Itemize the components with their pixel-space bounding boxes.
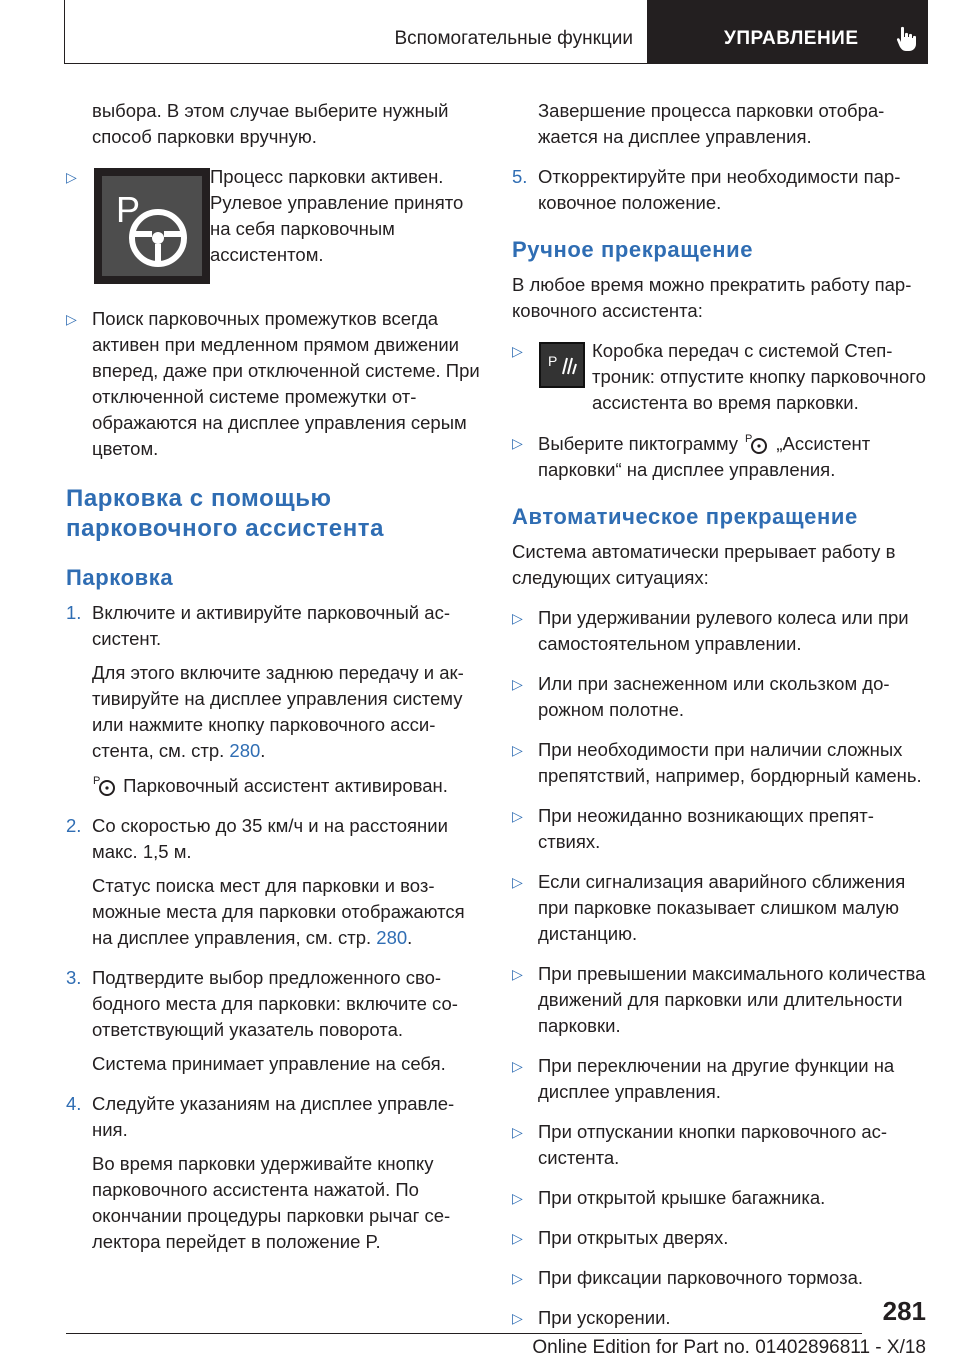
auto-stop-text: Если сигнализация аварийного сближения при парковке показывает слишком малую дистанцию. xyxy=(538,871,906,944)
edition-footer: Online Edition for Part no. 01402896811 - X/18 xyxy=(532,1337,926,1358)
step-detail: Во время парковки удерживайте кнопку парковочного ассистента нажатой. По окончании процедуры парковки рычаг селектора перейдет в положение P. xyxy=(92,1153,451,1252)
step-text: Откорректируйте при необходимости парковочное положение. xyxy=(538,166,901,213)
page-link[interactable]: 280 xyxy=(376,927,408,948)
step-number: 1. xyxy=(66,602,82,623)
section-heading: Парковка с помощью парковочного ассистента xyxy=(66,485,385,542)
triangle-bullet-icon: ▷ xyxy=(512,1058,523,1074)
section-title: Вспомогательные функции xyxy=(394,28,633,49)
step-4 xyxy=(66,1091,482,1143)
auto-stop-text: При открытой крышке багажника. xyxy=(538,1187,826,1208)
auto-intro: Система автоматически прерывает работу в следующих ситуациях: xyxy=(512,541,896,588)
auto-stop-item xyxy=(512,1225,928,1251)
step-text: Со скоростью до 35 км/ч и на расстоянии макс. 1,5 м. xyxy=(92,815,448,862)
auto-stop-item xyxy=(512,869,928,947)
manual-item-text: Коробка передач с системой Стептроник: отпустите кнопку парковочного ассистента во время парковки. xyxy=(592,340,926,413)
manual-intro: В любое время можно прекратить работу парковочного ассистента: xyxy=(512,274,912,321)
footer-rule xyxy=(66,1333,862,1334)
triangle-bullet-icon: ▷ xyxy=(512,610,523,626)
triangle-bullet-icon: ▷ xyxy=(512,1230,523,1246)
step-text: Следуйте указаниям на дисплее управления. xyxy=(92,1093,455,1140)
triangle-bullet-icon: ▷ xyxy=(512,1310,523,1326)
intro-text: выбора. В этом случае выберите нужный способ парковки вручную. xyxy=(92,100,449,147)
triangle-bullet-icon: ▷ xyxy=(512,808,523,824)
svg-text:P: P xyxy=(548,353,558,369)
parking-assistant-icon xyxy=(92,772,118,798)
auto-stop-item xyxy=(512,1119,928,1171)
step-number: 3. xyxy=(66,967,82,988)
auto-stop-item xyxy=(512,605,928,657)
triangle-bullet-icon: ▷ xyxy=(512,1124,523,1140)
auto-stop-text: При открытых дверях. xyxy=(538,1227,729,1248)
auto-stop-item xyxy=(512,737,928,789)
step-number: 2. xyxy=(66,815,82,836)
step-text: Включите и активируйте парковочный ассистент. xyxy=(92,602,450,649)
triangle-bullet-icon: ▷ xyxy=(512,1270,523,1286)
auto-stop-text: При необходимости при наличии сложных препятствий, например, бордюрный камень. xyxy=(538,739,922,786)
auto-stop-item xyxy=(512,803,928,855)
auto-stop-text: При превышении максимального количества движений для парковки или длительности парковки. xyxy=(538,963,926,1036)
left-column xyxy=(66,98,482,1255)
auto-stop-text: При удерживании рулевого колеса или при самостоятельном управлении. xyxy=(538,607,909,654)
auto-stop-item xyxy=(512,961,928,1039)
step-detail: Система принимает управление на себя. xyxy=(92,1053,446,1074)
chapter-title: УПРАВЛЕНИЕ xyxy=(724,28,859,49)
auto-stop-text: При неожиданно возникающих препятствиях. xyxy=(538,805,874,852)
triangle-bullet-icon: ▷ xyxy=(512,676,523,692)
step-2 xyxy=(66,813,482,865)
park-steering-icon xyxy=(102,176,202,276)
step-text: Подтвердите выбор предложенного свободного места для парковки: включите соответствующий указатель поворота. xyxy=(92,967,458,1040)
auto-stop-text: При переключении на другие функции на дисплее управления. xyxy=(538,1055,895,1102)
svg-text:P: P xyxy=(745,433,753,445)
manual-item-pictogram xyxy=(512,430,928,483)
parking-assistant-icon xyxy=(743,430,771,456)
search-note-text: Поиск парковочных промежутков всегда активен при медленном прямом движении вперед, даже при отключенной системе. При отключенной системе промежутки отображаются на дисплее управления серым цветом. xyxy=(92,308,480,459)
triangle-bullet-icon: ▷ xyxy=(512,742,523,758)
search-note-item xyxy=(66,306,482,462)
hand-pointer-icon xyxy=(896,26,918,52)
triangle-bullet-icon: ▷ xyxy=(512,874,523,890)
triangle-bullet-icon: ▷ xyxy=(512,343,523,359)
auto-stop-list xyxy=(512,605,928,1331)
triangle-bullet-icon: ▷ xyxy=(66,311,77,327)
auto-stop-item xyxy=(512,1053,928,1105)
subsection-heading: Парковка xyxy=(66,565,174,590)
auto-heading: Автоматическое прекращение xyxy=(512,504,858,529)
auto-stop-text: Или при заснеженном или скользком дорожном полотне. xyxy=(538,673,890,720)
completion-text: Завершение процесса парковки отображается на дисплее управления. xyxy=(538,100,885,147)
manual-heading: Ручное прекращение xyxy=(512,237,754,262)
step-1 xyxy=(66,600,482,652)
auto-stop-item xyxy=(512,1305,928,1331)
step-detail: Для этого включите заднюю передачу и активируйте на дисплее управления систему или нажмите кнопку парковочного ассистента, см. стр. 280. xyxy=(92,662,464,761)
auto-stop-text: При отпускании кнопки парковочного ассистента. xyxy=(538,1121,888,1168)
step-detail: Статус поиска мест для парковки и возможные места для парковки отображаются на дисплее управления, см. стр. 280. xyxy=(92,875,465,948)
svg-text:P: P xyxy=(93,775,101,787)
auto-stop-item xyxy=(512,1265,928,1291)
triangle-bullet-icon: ▷ xyxy=(66,169,77,185)
auto-stop-text: При ускорении. xyxy=(538,1307,671,1328)
icon-note: P Парковочный ассистент активирован. xyxy=(66,772,482,799)
active-note-text: Процесс парковки активен. Рулевое управление принято на себя парковочным ассистентом. xyxy=(210,166,464,265)
auto-stop-item xyxy=(512,1185,928,1211)
section-header-box xyxy=(64,0,648,64)
right-column xyxy=(512,98,928,1345)
manual-item-steptronic xyxy=(512,338,928,416)
svg-text:P: P xyxy=(116,189,141,230)
triangle-bullet-icon: ▷ xyxy=(512,435,523,451)
triangle-bullet-icon: ▷ xyxy=(512,1190,523,1206)
active-note-item xyxy=(66,164,482,292)
triangle-bullet-icon: ▷ xyxy=(512,966,523,982)
step-3 xyxy=(66,965,482,1043)
page-header xyxy=(64,0,928,66)
step-number: 5. xyxy=(512,166,528,187)
page-number: 281 xyxy=(882,1296,926,1326)
auto-stop-item xyxy=(512,671,928,723)
parking-button-icon xyxy=(539,342,585,388)
step-number: 4. xyxy=(66,1093,82,1114)
auto-stop-text: При фиксации парковочного тормоза. xyxy=(538,1267,864,1288)
chapter-tab xyxy=(648,0,928,64)
manual-item-text: Выберите пиктограмму P „Ассистент парковки“ на дисплее управления. xyxy=(538,430,928,483)
parking-assistant-icon xyxy=(94,168,210,284)
page-link[interactable]: 280 xyxy=(229,740,261,761)
step-5 xyxy=(512,164,928,216)
